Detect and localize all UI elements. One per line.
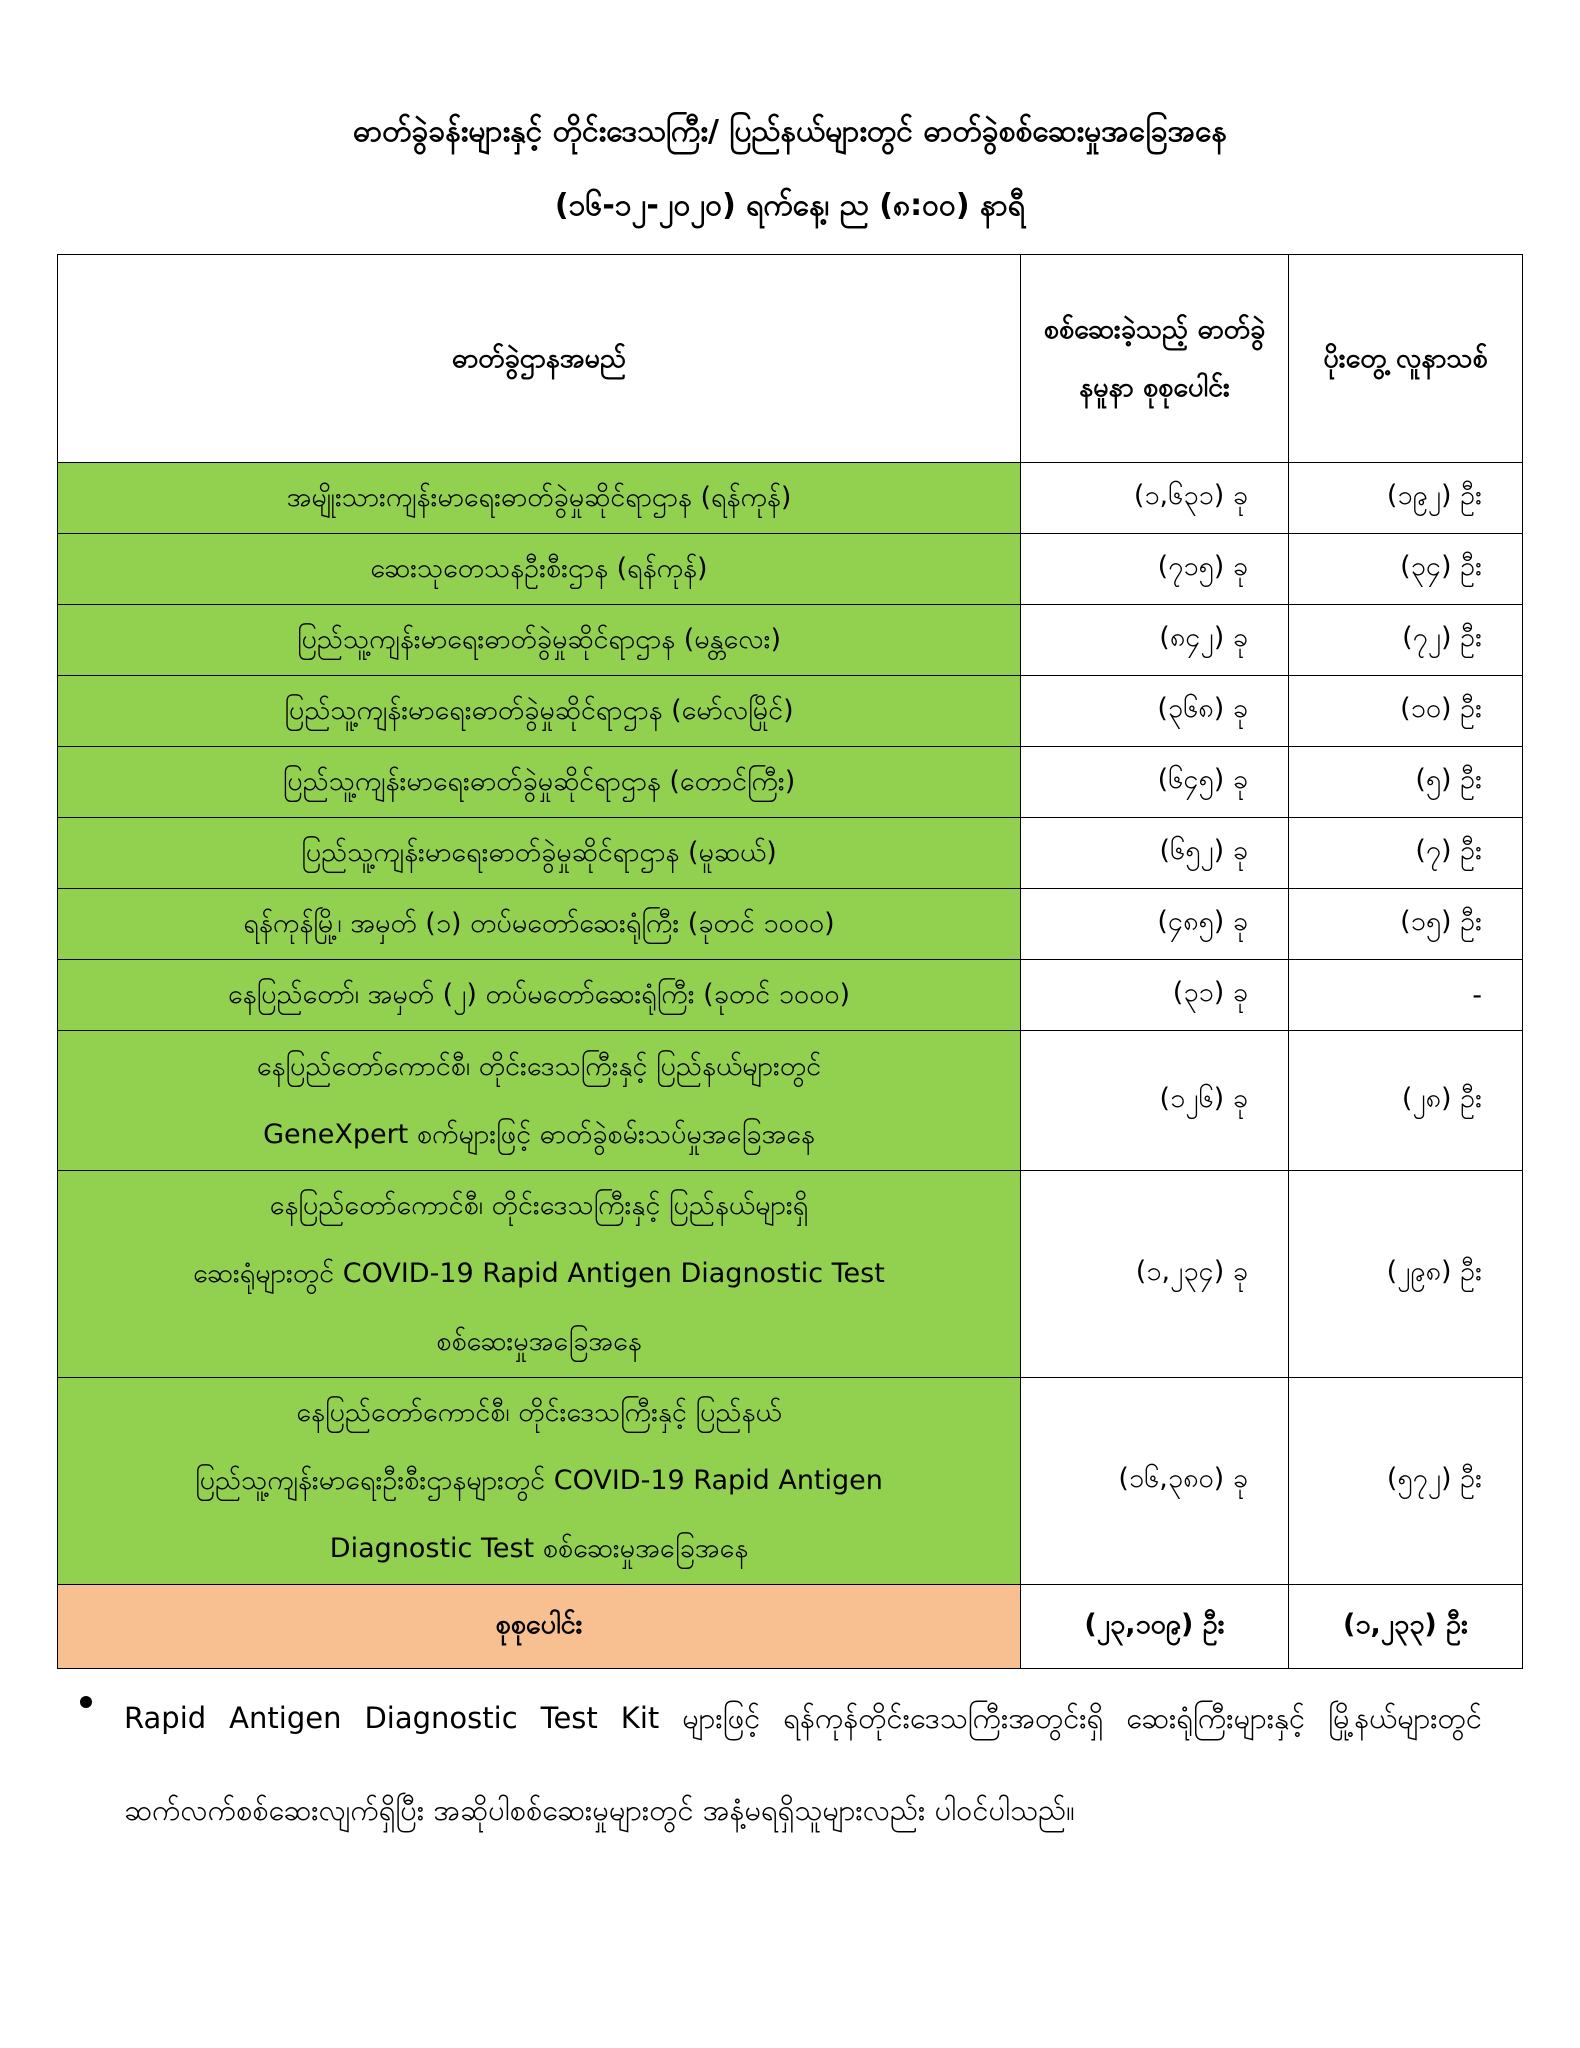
tested-cell: (၁၂၆) ခု xyxy=(1021,1031,1289,1171)
table-header-row xyxy=(58,255,1523,463)
lab-name-cell: ပြည်သူ့ကျန်းမာရေးဓာတ်ခွဲမှုဆိုင်ရာဌာန (တောင်ကြီး) xyxy=(58,747,1021,818)
total-positive: (၁,၂၃၃) ဦး xyxy=(1289,1585,1523,1669)
table-row xyxy=(58,1378,1523,1585)
tested-cell: (၁၆,၃၈၀) ခု xyxy=(1021,1378,1289,1585)
positive-cell: (၇၂) ဦး xyxy=(1289,605,1523,676)
footnote xyxy=(82,1672,1482,1856)
positive-cell: (၂၉၈) ဦး xyxy=(1289,1171,1523,1378)
positive-cell: (၁၅) ဦး xyxy=(1289,889,1523,960)
positive-cell: - xyxy=(1289,960,1523,1031)
lab-name-cell: ပြည်သူ့ကျန်းမာရေးဓာတ်ခွဲမှုဆိုင်ရာဌာန (မော်လမြိုင်) xyxy=(58,676,1021,747)
lab-name-cell xyxy=(58,1171,1021,1378)
lab-name-cell xyxy=(58,1031,1021,1171)
lab-name-line: နေပြည်တော်ကောင်စီ၊ တိုင်းဒေသကြီးနှင့် ပြည်နယ် xyxy=(296,1397,782,1428)
lab-name-cell: ပြည်သူ့ကျန်းမာရေးဓာတ်ခွဲမှုဆိုင်ရာဌာန (မန္တလေး) xyxy=(58,605,1021,676)
page-subtitle-date: (၁၆-၁၂-၂၀၂၀) ရက်နေ့၊ ည (၈:၀၀) နာရီ xyxy=(554,188,1026,223)
table-row xyxy=(58,534,1523,605)
tested-cell: (၄၈၅) ခု xyxy=(1021,889,1289,960)
footnote-text: Rapid Antigen Diagnostic Test Kit များဖြင့် ရန်ကုန်တိုင်းဒေသကြီးအတွင်းရှိ ဆေးရုံကြီးများနှင့် မြို့နယ်များတွင် ဆက်လက်စစ်ဆေးလျက်ရှိပြီး အဆိုပါစစ်ဆေးမှုများတွင် အနံ့မရရှိသူများလည်း ပါဝင်ပါသည်။ xyxy=(124,1701,1482,1827)
lab-name-cell: အမျိုးသားကျန်းမာရေးဓာတ်ခွဲမှုဆိုင်ရာဌာန (ရန်ကုန်) xyxy=(58,463,1021,534)
lab-name-line: Diagnostic Test စစ်ဆေးမှုအခြေအနေ xyxy=(329,1533,749,1564)
tested-cell: (၆၄၅) ခု xyxy=(1021,747,1289,818)
tested-cell: (၁,၂၃၄) ခု xyxy=(1021,1171,1289,1378)
table-row xyxy=(58,960,1523,1031)
lab-name-cell: ဆေးသုတေသနဦးစီးဌာန (ရန်ကုန်) xyxy=(58,534,1021,605)
lab-name-line: GeneXpert စက်များဖြင့် ဓာတ်ခွဲစမ်းသပ်မှုအခြေအနေ xyxy=(263,1118,815,1150)
header-lab-name: ဓာတ်ခွဲဌာနအမည် xyxy=(58,255,1021,463)
table-row xyxy=(58,1031,1523,1171)
lab-name-line: စစ်ဆေးမှုအခြေအနေ xyxy=(436,1326,642,1357)
total-tested: (၂၃,၁၀၉) ဦး xyxy=(1021,1585,1289,1669)
tested-cell: (၃၆၈) ခု xyxy=(1021,676,1289,747)
tested-cell: (၆၅၂) ခု xyxy=(1021,818,1289,889)
header-samples-tested: စစ်ဆေးခဲ့သည့် ဓာတ်ခွဲနမူနာ စုစုပေါင်း xyxy=(1021,255,1289,463)
tested-cell: (၃၁) ခု xyxy=(1021,960,1289,1031)
lab-name-line: ပြည်သူ့ကျန်းမာရေးဦးစီးဌာနများတွင် COVID-19 Rapid Antigen xyxy=(195,1465,883,1496)
page-title: ဓာတ်ခွဲခန်းများနှင့် တိုင်းဒေသကြီး/ ပြည်နယ်များတွင် ဓာတ်ခွဲစစ်ဆေးမှုအခြေအနေ xyxy=(353,114,1227,149)
lab-name-line: နေပြည်တော်ကောင်စီ၊ တိုင်းဒေသကြီးနှင့် ပြည်နယ်များတွင် xyxy=(256,1050,822,1082)
lab-name-line: ဆေးရုံများတွင် COVID-19 Rapid Antigen Diagnostic Test xyxy=(193,1258,885,1289)
table-row xyxy=(58,889,1523,960)
testing-table xyxy=(57,254,1523,1669)
tested-cell: (၁,၆၃၁) ခု xyxy=(1021,463,1289,534)
lab-name-cell xyxy=(58,1378,1021,1585)
table-row xyxy=(58,1171,1523,1378)
positive-cell: (၁၀) ဦး xyxy=(1289,676,1523,747)
tested-cell: (၈၄၂) ခု xyxy=(1021,605,1289,676)
table-row xyxy=(58,605,1523,676)
positive-cell: (၁၉၂) ဦး xyxy=(1289,463,1523,534)
lab-name-cell: နေပြည်တော်၊ အမှတ် (၂) တပ်မတော်ဆေးရုံကြီး (ခုတင် ၁၀၀၀) xyxy=(58,960,1021,1031)
total-row xyxy=(58,1585,1523,1669)
lab-name-line: နေပြည်တော်ကောင်စီ၊ တိုင်းဒေသကြီးနှင့် ပြည်နယ်များရှိ xyxy=(269,1190,809,1221)
table-row xyxy=(58,747,1523,818)
tested-cell: (၇၁၅) ခု xyxy=(1021,534,1289,605)
lab-name-cell: ပြည်သူ့ကျန်းမာရေးဓာတ်ခွဲမှုဆိုင်ရာဌာန (မူဆယ်) xyxy=(58,818,1021,889)
positive-cell: (၅၇၂) ဦး xyxy=(1289,1378,1523,1585)
table-row xyxy=(58,676,1523,747)
positive-cell: (၇) ဦး xyxy=(1289,818,1523,889)
lab-name-cell: ရန်ကုန်မြို့၊ အမှတ် (၁) တပ်မတော်ဆေးရုံကြီး (ခုတင် ၁၀၀၀) xyxy=(58,889,1021,960)
positive-cell: (၂၈) ဦး xyxy=(1289,1031,1523,1171)
total-label: စုစုပေါင်း xyxy=(58,1585,1021,1669)
positive-cell: (၃၄) ဦး xyxy=(1289,534,1523,605)
table-row xyxy=(58,463,1523,534)
positive-cell: (၅) ဦး xyxy=(1289,747,1523,818)
table-row xyxy=(58,818,1523,889)
header-positive: ပိုးတွေ့ လူနာသစ် xyxy=(1289,255,1523,463)
